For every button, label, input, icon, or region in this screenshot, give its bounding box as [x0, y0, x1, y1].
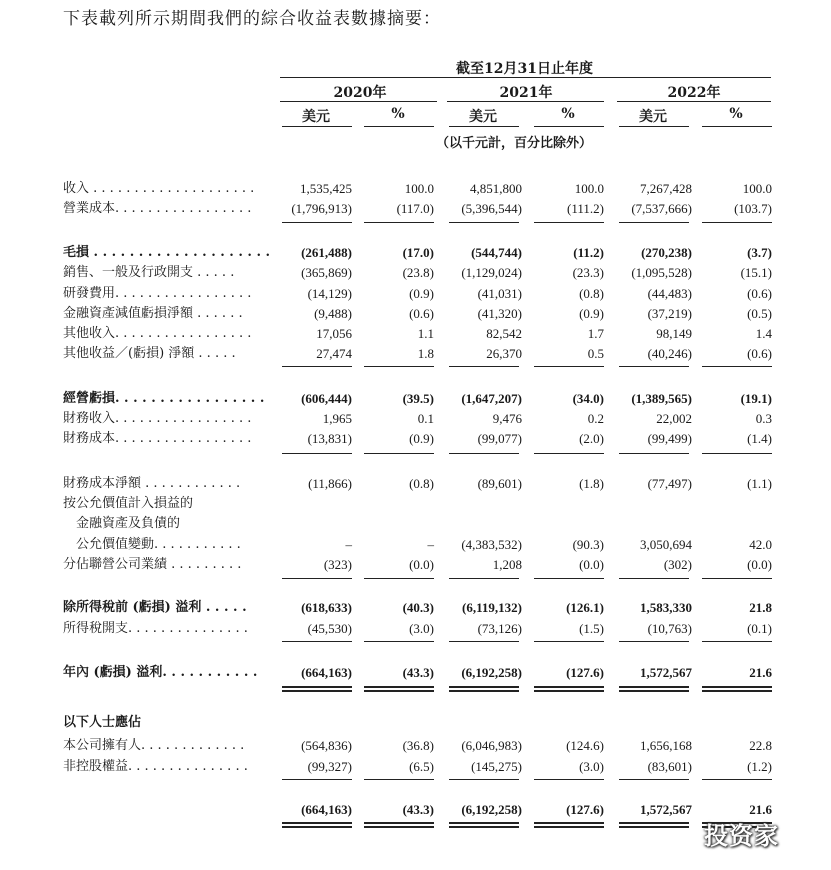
- row-value: (1.4): [747, 431, 772, 446]
- subtotal-rule: [364, 779, 434, 780]
- row-value: 82,542: [486, 326, 522, 341]
- row-value: 22,002: [656, 411, 692, 426]
- row-value: (126.1): [566, 600, 604, 615]
- subtotal-rule: [619, 222, 689, 223]
- subtotal-rule: [364, 366, 434, 367]
- row-value: (15.1): [740, 265, 772, 280]
- total-double-rule-top: [534, 822, 604, 824]
- subtotal-rule: [364, 453, 434, 454]
- row-value: (40,246): [647, 346, 692, 361]
- row-value: [270, 713, 352, 733]
- row-value: (664,163): [301, 665, 352, 680]
- table-row: [0, 474, 831, 494]
- row-value: (13,831): [307, 431, 352, 446]
- row-value: (99,327): [307, 759, 352, 774]
- row-value: (1.2): [747, 759, 772, 774]
- subtotal-rule: [702, 453, 772, 454]
- total-double-rule-top: [702, 686, 772, 688]
- row-value: [440, 713, 522, 733]
- row-value: (5,396,544): [461, 201, 522, 216]
- total-double-rule-top: [282, 686, 352, 688]
- row-value: (10,763): [647, 621, 692, 636]
- row-value: 1.8: [417, 346, 434, 361]
- row-value: (127.6): [566, 665, 604, 680]
- row-label: 研發費用. . . . . . . . . . . . . . . . .: [63, 286, 252, 301]
- row-value: (6,119,132): [462, 600, 522, 615]
- row-value: 17,056: [316, 326, 352, 341]
- row-value: (618,633): [301, 600, 352, 615]
- table-row: [0, 344, 831, 364]
- row-value: (23.3): [572, 265, 604, 280]
- period-header: 截至12月31日止年度: [456, 61, 593, 77]
- subtotal-rule: [449, 453, 519, 454]
- row-value: (45,530): [307, 621, 352, 636]
- row-value: (0.6): [747, 346, 772, 361]
- row-label: 毛損 . . . . . . . . . . . . . . . . . . . .: [63, 245, 271, 260]
- subtotal-rule: [534, 453, 604, 454]
- row-value: 1,535,425: [300, 181, 352, 196]
- row-value: 100.0: [574, 181, 604, 196]
- table-row: [0, 757, 831, 777]
- row-value: [700, 494, 772, 514]
- row-value: (44,483): [647, 286, 692, 301]
- row-value: (6,192,258): [461, 665, 522, 680]
- row-value: (544,744): [471, 245, 522, 260]
- subtotal-rule: [282, 222, 352, 223]
- row-value: [440, 494, 522, 514]
- row-value: [700, 514, 772, 534]
- total-double-rule-bottom: [364, 826, 434, 828]
- table-row: [0, 736, 831, 756]
- subtotal-rule: [364, 578, 434, 579]
- row-label: 非控股權益. . . . . . . . . . . . . . .: [63, 759, 248, 774]
- row-label: 公允價值變動. . . . . . . . . . .: [63, 537, 241, 552]
- row-value: (36.8): [402, 738, 434, 753]
- row-value: (11.2): [573, 245, 604, 260]
- row-label: 除所得稅前 (虧損) 溢利 . . . . .: [63, 600, 247, 615]
- total-double-rule-bottom: [534, 690, 604, 692]
- row-label: 本公司擁有人. . . . . . . . . . . . .: [63, 738, 245, 753]
- row-value: 1,965: [322, 411, 352, 426]
- row-value: (0.9): [579, 306, 604, 321]
- row-value: (41,320): [477, 306, 522, 321]
- total-double-rule-bottom: [534, 826, 604, 828]
- row-value: (0.6): [409, 306, 434, 321]
- row-value: (323): [323, 557, 352, 572]
- row-value: (0.1): [747, 621, 772, 636]
- row-value: 1.4: [755, 326, 772, 341]
- total-double-rule-bottom: [282, 826, 352, 828]
- subtotal-rule: [534, 779, 604, 780]
- table-row: [0, 199, 831, 219]
- row-label: 財務收入. . . . . . . . . . . . . . . . .: [63, 411, 252, 426]
- row-value: 22.8: [749, 738, 772, 753]
- table-row: [0, 409, 831, 429]
- row-value: 1,583,330: [640, 600, 692, 615]
- row-value: [532, 713, 604, 733]
- row-value: (14,129): [307, 286, 352, 301]
- row-label: 以下人士應佔: [63, 715, 142, 730]
- row-value: (270,238): [641, 245, 692, 260]
- intro-text: 下表載列所示期間我們的綜合收益表數據摘要：: [63, 9, 441, 29]
- row-value: 21.8: [749, 600, 772, 615]
- row-value: (1,095,528): [631, 265, 692, 280]
- year-rule-2021: [447, 101, 604, 102]
- row-value: [612, 713, 692, 733]
- row-value: (0.0): [579, 557, 604, 572]
- table-row: [0, 429, 831, 449]
- year-2020-header: 2020年: [333, 85, 387, 101]
- period-header-rule: [280, 77, 771, 78]
- row-value: 0.5: [587, 346, 604, 361]
- row-value: (117.0): [396, 201, 434, 216]
- unit-rule-3: [534, 126, 604, 127]
- unit-pct-2022: %: [729, 106, 743, 122]
- row-value: (1.5): [579, 621, 604, 636]
- row-value: (0.5): [747, 306, 772, 321]
- row-value: 1.1: [417, 326, 434, 341]
- total-double-rule-bottom: [619, 826, 689, 828]
- row-value: (1,129,024): [461, 265, 522, 280]
- row-value: (1,647,207): [461, 391, 522, 406]
- row-value: (40.3): [402, 600, 434, 615]
- year-rule-2022: [617, 101, 771, 102]
- total-double-rule-bottom: [619, 690, 689, 692]
- subtotal-rule: [534, 366, 604, 367]
- subtotal-rule: [534, 222, 604, 223]
- subtotal-rule: [702, 779, 772, 780]
- total-double-rule-bottom: [282, 690, 352, 692]
- row-value: (11,866): [308, 476, 352, 491]
- row-value: (3.0): [409, 621, 434, 636]
- unit-usd-2021: 美元: [469, 109, 497, 125]
- subtotal-rule: [534, 641, 604, 642]
- table-row: [0, 494, 831, 514]
- total-double-rule-top: [449, 686, 519, 688]
- subtotal-rule: [282, 453, 352, 454]
- total-double-rule-top: [534, 686, 604, 688]
- row-label: 收入 . . . . . . . . . . . . . . . . . . . .: [63, 181, 255, 196]
- total-double-rule-bottom: [449, 690, 519, 692]
- row-value: 26,370: [486, 346, 522, 361]
- subtotal-rule: [282, 366, 352, 367]
- row-label: 財務成本. . . . . . . . . . . . . . . . .: [63, 431, 252, 446]
- row-value: 100.0: [742, 181, 772, 196]
- row-value: (34.0): [572, 391, 604, 406]
- row-value: (41,031): [477, 286, 522, 301]
- table-row: [0, 663, 831, 683]
- table-row: [0, 713, 831, 733]
- row-value: (9,488): [314, 306, 352, 321]
- row-label: 金融資產及負債的: [63, 516, 181, 531]
- row-value: [362, 494, 434, 514]
- unit-rule-2: [449, 126, 519, 127]
- row-value: (73,126): [477, 621, 522, 636]
- subtotal-rule: [619, 578, 689, 579]
- row-value: [362, 713, 434, 733]
- row-value: 4,851,800: [470, 181, 522, 196]
- row-value: (6.5): [409, 759, 434, 774]
- table-row: [0, 619, 831, 639]
- row-value: (3.7): [747, 245, 772, 260]
- row-value: (0.9): [409, 286, 434, 301]
- row-value: (0.0): [409, 557, 434, 572]
- row-value: (39.5): [402, 391, 434, 406]
- row-value: (0.9): [409, 431, 434, 446]
- row-value: (7,537,666): [631, 201, 692, 216]
- row-value: (4,383,532): [461, 537, 522, 552]
- row-value: (124.6): [566, 738, 604, 753]
- unit-note: （以千元計，百分比除外）: [436, 136, 593, 151]
- row-value: 3,050,694: [640, 537, 692, 552]
- row-value: 21.6: [749, 802, 772, 817]
- subtotal-rule: [364, 222, 434, 223]
- total-double-rule-top: [364, 822, 434, 824]
- row-value: (1.8): [579, 476, 604, 491]
- row-label: 銷售、一般及行政開支 . . . . .: [63, 265, 235, 280]
- subtotal-rule: [702, 222, 772, 223]
- row-label: [63, 800, 283, 820]
- row-value: 1,208: [492, 557, 522, 572]
- subtotal-rule: [619, 366, 689, 367]
- row-value: 0.2: [587, 411, 604, 426]
- row-value: (99,499): [647, 431, 692, 446]
- row-label: 營業成本. . . . . . . . . . . . . . . . .: [63, 201, 252, 216]
- row-value: (127.6): [566, 802, 604, 817]
- table-row: [0, 179, 831, 199]
- row-value: (83,601): [647, 759, 692, 774]
- unit-rule-1: [364, 126, 434, 127]
- total-double-rule-bottom: [702, 690, 772, 692]
- row-value: (17.0): [402, 245, 434, 260]
- row-value: (1,389,565): [631, 391, 692, 406]
- subtotal-rule: [619, 641, 689, 642]
- total-double-rule-top: [364, 686, 434, 688]
- row-label: 其他收入. . . . . . . . . . . . . . . . .: [63, 326, 252, 341]
- row-value: –: [345, 537, 352, 552]
- row-value: (90.3): [572, 537, 604, 552]
- subtotal-rule: [449, 366, 519, 367]
- row-value: (1,796,913): [291, 201, 352, 216]
- row-value: (23.8): [402, 265, 434, 280]
- row-value: (145,275): [471, 759, 522, 774]
- subtotal-rule: [449, 641, 519, 642]
- total-double-rule-top: [282, 822, 352, 824]
- row-value: (664,163): [301, 802, 352, 817]
- row-value: 1.7: [587, 326, 604, 341]
- total-double-rule-top: [619, 822, 689, 824]
- row-value: (37,219): [647, 306, 692, 321]
- row-value: (0.8): [409, 476, 434, 491]
- row-value: (111.2): [567, 201, 604, 216]
- row-value: 1,572,567: [640, 665, 692, 680]
- table-row: [0, 243, 831, 263]
- row-label: 分佔聯營公司業績 . . . . . . . . .: [63, 557, 242, 572]
- row-value: 1,572,567: [640, 802, 692, 817]
- subtotal-rule: [364, 641, 434, 642]
- total-double-rule-bottom: [364, 690, 434, 692]
- row-label: 財務成本淨額 . . . . . . . . . . . .: [63, 476, 241, 491]
- row-label: 年內 (虧損) 溢利. . . . . . . . . . .: [63, 665, 258, 680]
- row-value: (43.3): [402, 665, 434, 680]
- subtotal-rule: [702, 641, 772, 642]
- row-value: (564,836): [301, 738, 352, 753]
- row-value: (302): [663, 557, 692, 572]
- unit-pct-2021: %: [561, 106, 575, 122]
- row-value: 7,267,428: [640, 181, 692, 196]
- row-value: (99,077): [477, 431, 522, 446]
- row-value: (0.0): [747, 557, 772, 572]
- subtotal-rule: [702, 578, 772, 579]
- row-value: (3.0): [579, 759, 604, 774]
- row-value: (0.6): [747, 286, 772, 301]
- total-double-rule-top: [619, 686, 689, 688]
- row-value: 0.3: [755, 411, 772, 426]
- subtotal-rule: [702, 366, 772, 367]
- row-value: [612, 494, 692, 514]
- table-row: [0, 514, 831, 534]
- total-double-rule-top: [449, 822, 519, 824]
- subtotal-rule: [534, 578, 604, 579]
- row-value: (1.1): [747, 476, 772, 491]
- row-value: 21.6: [749, 665, 772, 680]
- row-value: (261,488): [301, 245, 352, 260]
- subtotal-rule: [449, 779, 519, 780]
- row-value: (77,497): [647, 476, 692, 491]
- unit-usd-2020: 美元: [302, 109, 330, 125]
- row-value: (606,444): [301, 391, 352, 406]
- row-label: 金融資產減值虧損淨額 . . . . . .: [63, 306, 243, 321]
- row-value: (6,046,983): [461, 738, 522, 753]
- table-row: [0, 598, 831, 618]
- row-value: [700, 713, 772, 733]
- row-value: [440, 514, 522, 534]
- row-value: 1,656,168: [640, 738, 692, 753]
- row-value: [362, 514, 434, 534]
- unit-rule-5: [702, 126, 772, 127]
- row-value: 9,476: [492, 411, 522, 426]
- row-value: [612, 514, 692, 534]
- row-value: (2.0): [579, 431, 604, 446]
- subtotal-rule: [619, 453, 689, 454]
- row-value: 100.0: [404, 181, 434, 196]
- table-row: [0, 389, 831, 409]
- table-row: [0, 555, 831, 575]
- unit-pct-2020: %: [391, 106, 405, 122]
- subtotal-rule: [282, 578, 352, 579]
- subtotal-rule: [619, 779, 689, 780]
- row-value: –: [427, 537, 434, 552]
- row-value: (43.3): [402, 802, 434, 817]
- unit-rule-4: [619, 126, 689, 127]
- row-value: (365,869): [301, 265, 352, 280]
- subtotal-rule: [282, 779, 352, 780]
- row-value: [532, 514, 604, 534]
- row-value: 98,149: [656, 326, 692, 341]
- row-value: [270, 514, 352, 534]
- row-value: (0.8): [579, 286, 604, 301]
- subtotal-rule: [449, 222, 519, 223]
- row-value: (6,192,258): [461, 802, 522, 817]
- watermark-logo: 投资家: [704, 822, 779, 850]
- subtotal-rule: [282, 641, 352, 642]
- row-label: 所得稅開支. . . . . . . . . . . . . . .: [63, 621, 248, 636]
- table-row: [0, 304, 831, 324]
- year-rule-2020: [280, 101, 437, 102]
- table-row: [0, 284, 831, 304]
- row-value: 42.0: [749, 537, 772, 552]
- table-row: [0, 324, 831, 344]
- row-label: 經營虧損. . . . . . . . . . . . . . . . .: [63, 391, 265, 406]
- total-double-rule-bottom: [449, 826, 519, 828]
- row-value: 27,474: [316, 346, 352, 361]
- row-value: [270, 494, 352, 514]
- row-value: (19.1): [740, 391, 772, 406]
- row-label: 其他收益／(虧損) 淨額 . . . . .: [63, 346, 236, 361]
- row-value: (89,601): [477, 476, 522, 491]
- row-value: 0.1: [417, 411, 434, 426]
- unit-rule-0: [282, 126, 352, 127]
- row-value: [532, 494, 604, 514]
- row-label: 按公允價值計入損益的: [63, 496, 194, 511]
- year-2022-header: 2022年: [667, 85, 721, 101]
- subtotal-rule: [449, 578, 519, 579]
- year-2021-header: 2021年: [499, 85, 553, 101]
- row-value: (103.7): [734, 201, 772, 216]
- table-row: [0, 263, 831, 283]
- unit-usd-2022: 美元: [639, 109, 667, 125]
- table-row: [0, 535, 831, 555]
